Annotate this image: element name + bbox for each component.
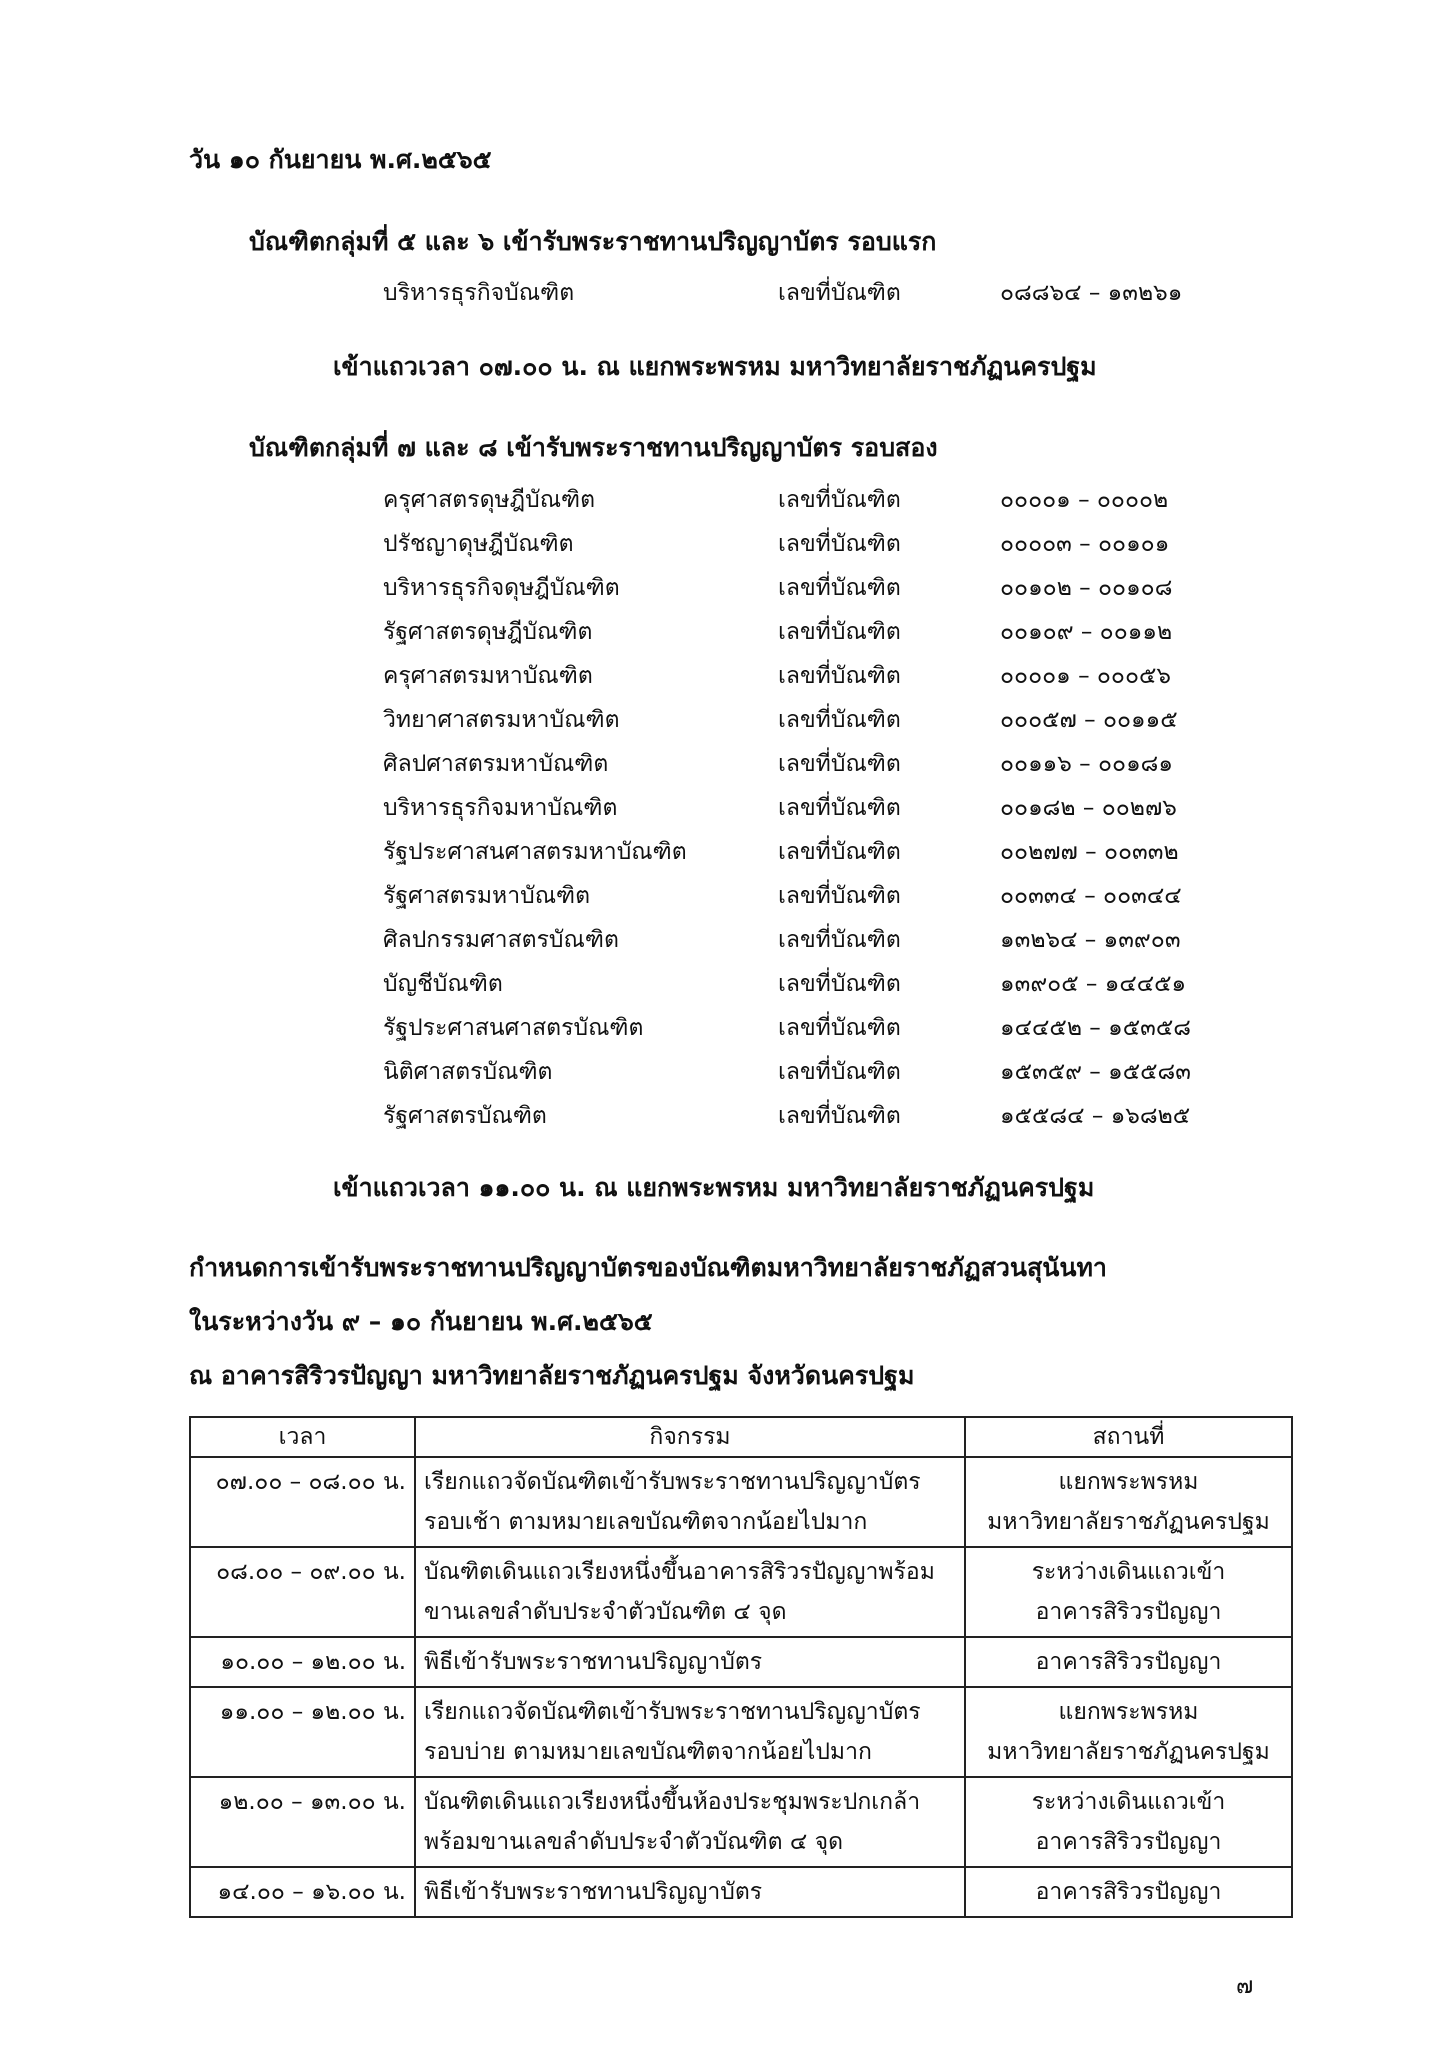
place-cell (965, 1687, 1292, 1777)
list-item (0, 658, 1448, 698)
activity-cell (415, 1777, 965, 1867)
activity-cell (415, 1637, 965, 1687)
table-row (190, 1457, 1292, 1547)
table-header-row (190, 1417, 1292, 1457)
place-line: อาคารสิริวรปัญญา (1035, 1879, 1222, 1905)
degree-name: รัฐศาสตรบัณฑิต (383, 1103, 547, 1129)
time-cell: ๑๒.๐๐ – ๑๓.๐๐ น. (190, 1777, 415, 1867)
list-item (0, 746, 1448, 786)
graduate-number-label: เลขที่บัณฑิต (778, 839, 901, 865)
place-cell (965, 1867, 1292, 1917)
place-line: อาคารสิริวรปัญญา (1035, 1649, 1222, 1675)
list-item (0, 834, 1448, 874)
round2-title: บัณฑิตกลุ่มที่ ๗ และ ๘ เข้ารับพระราชทานปริญญาบัตร รอบสอง (249, 433, 938, 462)
activity-line: พิธีเข้ารับพระราชทานปริญญาบัตร (424, 1879, 763, 1905)
schedule-table (189, 1416, 1293, 1918)
graduate-number-label: เลขที่บัณฑิต (778, 707, 901, 733)
activity-cell (415, 1457, 965, 1547)
graduate-number-range: ๐๐๑๐๒ – ๐๐๑๐๘ (1000, 575, 1173, 601)
schedule-date-range: ในระหว่างวัน ๙ – ๑๐ กันยายน พ.ศ.๒๕๖๕ (189, 1307, 653, 1336)
list-item (0, 790, 1448, 830)
graduate-number-range: ๑๔๔๕๒ – ๑๕๓๕๘ (1000, 1015, 1191, 1041)
graduate-number-range: ๐๐๐๐๑ – ๐๐๐๐๒ (1000, 487, 1169, 513)
activity-line: พิธีเข้ารับพระราชทานปริญญาบัตร (424, 1649, 763, 1675)
degree-name: วิทยาศาสตรมหาบัณฑิต (383, 707, 620, 733)
graduate-number-range: ๐๐๑๘๒ – ๐๐๒๗๖ (1000, 795, 1177, 821)
place-cell (965, 1777, 1292, 1867)
degree-name: ครุศาสตรดุษฎีบัณฑิต (383, 487, 596, 513)
graduate-number-label: เลขที่บัณฑิต (778, 883, 901, 909)
graduate-number-label: เลขที่บัณฑิต (778, 971, 901, 997)
place-line: ระหว่างเดินแถวเข้า (1031, 1559, 1226, 1585)
graduate-number-range: ๐๐๑๐๙ – ๐๐๑๑๒ (1000, 619, 1173, 645)
list-item (0, 1010, 1448, 1050)
time-cell: ๐๘.๐๐ – ๐๙.๐๐ น. (190, 1547, 415, 1637)
activity-line: รอบบ่าย ตามหมายเลขบัณฑิตจากน้อยไปมาก (424, 1739, 872, 1765)
list-item (0, 275, 1448, 315)
round1-queue-time: เข้าแถวเวลา ๐๗.๐๐ น. ณ แยกพระพรหม มหาวิทยาลัยราชภัฏนครปฐม (333, 352, 1097, 381)
degree-name: รัฐศาสตรดุษฎีบัณฑิต (383, 619, 593, 645)
degree-name: รัฐศาสตรมหาบัณฑิต (383, 883, 591, 909)
activity-line: บัณฑิตเดินแถวเรียงหนึ่งขึ้นอาคารสิริวรปัญญาพร้อม (424, 1559, 935, 1585)
column-header-place: สถานที่ (965, 1417, 1292, 1457)
graduate-number-range: ๐๐๐๕๗ – ๐๐๑๑๕ (1000, 707, 1178, 733)
list-item (0, 966, 1448, 1006)
degree-name: บริหารธุรกิจดุษฎีบัณฑิต (383, 575, 620, 601)
graduate-number-range: ๑๓๙๐๕ – ๑๔๔๕๑ (1000, 971, 1187, 997)
list-item (0, 570, 1448, 610)
graduate-number-label: เลขที่บัณฑิต (778, 487, 901, 513)
time-cell: ๐๗.๐๐ – ๐๘.๐๐ น. (190, 1457, 415, 1547)
graduate-number-label: เลขที่บัณฑิต (778, 575, 901, 601)
activity-cell (415, 1687, 965, 1777)
graduate-number-label: เลขที่บัณฑิต (778, 663, 901, 689)
column-header-activity: กิจกรรม (415, 1417, 965, 1457)
place-line: ระหว่างเดินแถวเข้า (1031, 1789, 1226, 1815)
activity-line: รอบเช้า ตามหมายเลขบัณฑิตจากน้อยไปมาก (424, 1509, 868, 1535)
graduate-number-label: เลขที่บัณฑิต (778, 1059, 901, 1085)
graduate-number-range: ๐๐๓๓๔ – ๐๐๓๔๔ (1000, 883, 1182, 909)
column-header-time: เวลา (190, 1417, 415, 1457)
place-line: มหาวิทยาลัยราชภัฏนครปฐม (987, 1739, 1270, 1765)
degree-name: บัญชีบัณฑิต (383, 971, 503, 997)
heading-date: วัน ๑๐ กันยายน พ.ศ.๒๕๖๕ (189, 145, 492, 174)
list-item (0, 482, 1448, 522)
graduate-number-range: ๐๐๐๐๑ – ๐๐๐๕๖ (1000, 663, 1171, 689)
schedule-title: กำหนดการเข้ารับพระราชทานปริญญาบัตรของบัณฑิตมหาวิทยาลัยราชภัฏสวนสุนันทา (189, 1253, 1107, 1282)
place-line: แยกพระพรหม (1058, 1469, 1199, 1495)
place-line: อาคารสิริวรปัญญา (1035, 1829, 1222, 1855)
activity-cell (415, 1867, 965, 1917)
time-cell: ๑๑.๐๐ – ๑๒.๐๐ น. (190, 1687, 415, 1777)
table-row (190, 1867, 1292, 1917)
graduate-number-range: ๐๐๒๗๗ – ๐๐๓๓๒ (1000, 839, 1179, 865)
place-cell (965, 1637, 1292, 1687)
list-item (0, 1054, 1448, 1094)
place-line: อาคารสิริวรปัญญา (1035, 1599, 1222, 1625)
activity-cell (415, 1547, 965, 1637)
list-item (0, 526, 1448, 566)
list-item (0, 1098, 1448, 1138)
degree-name: รัฐประศาสนศาสตรมหาบัณฑิต (383, 839, 687, 865)
table-row (190, 1547, 1292, 1637)
activity-line: ขานเลขลำดับประจำตัวบัณฑิต ๔ จุด (424, 1599, 787, 1625)
degree-name: ศิลปศาสตรมหาบัณฑิต (383, 751, 609, 777)
graduate-number-range: ๐๘๘๖๔ – ๑๓๒๖๑ (1000, 280, 1183, 306)
graduate-number-label: เลขที่บัณฑิต (778, 751, 901, 777)
graduate-number-label: เลขที่บัณฑิต (778, 280, 901, 306)
list-item (0, 922, 1448, 962)
graduate-number-label: เลขที่บัณฑิต (778, 1015, 901, 1041)
place-line: แยกพระพรหม (1058, 1699, 1199, 1725)
activity-line: เรียกแถวจัดบัณฑิตเข้ารับพระราชทานปริญญาบัตร (424, 1469, 921, 1495)
graduate-number-label: เลขที่บัณฑิต (778, 1103, 901, 1129)
page-number: ๗ (1236, 1973, 1254, 1999)
graduate-number-label: เลขที่บัณฑิต (778, 927, 901, 953)
graduate-number-range: ๐๐๑๑๖ – ๐๐๑๘๑ (1000, 751, 1174, 777)
degree-name: บริหารธุรกิจบัณฑิต (383, 280, 575, 306)
degree-name: รัฐประศาสนศาสตรบัณฑิต (383, 1015, 644, 1041)
degree-name: บริหารธุรกิจมหาบัณฑิต (383, 795, 618, 821)
round1-title: บัณฑิตกลุ่มที่ ๕ และ ๖ เข้ารับพระราชทานปริญญาบัตร รอบแรก (249, 227, 937, 256)
degree-name: ครุศาสตรมหาบัณฑิต (383, 663, 593, 689)
place-cell (965, 1547, 1292, 1637)
place-line: มหาวิทยาลัยราชภัฏนครปฐม (987, 1509, 1270, 1535)
graduate-number-label: เลขที่บัณฑิต (778, 619, 901, 645)
time-cell: ๑๔.๐๐ – ๑๖.๐๐ น. (190, 1867, 415, 1917)
degree-name: นิติศาสตรบัณฑิต (383, 1059, 553, 1085)
table-row (190, 1777, 1292, 1867)
degree-name: ศิลปกรรมศาสตรบัณฑิต (383, 927, 619, 953)
table-row (190, 1637, 1292, 1687)
list-item (0, 702, 1448, 742)
round2-queue-time: เข้าแถวเวลา ๑๑.๐๐ น. ณ แยกพระพรหม มหาวิทยาลัยราชภัฏนครปฐม (333, 1173, 1095, 1202)
activity-line: เรียกแถวจัดบัณฑิตเข้ารับพระราชทานปริญญาบัตร (424, 1699, 921, 1725)
degree-name: ปรัชญาดุษฎีบัณฑิต (383, 531, 574, 557)
table-row (190, 1687, 1292, 1777)
graduate-number-label: เลขที่บัณฑิต (778, 531, 901, 557)
list-item (0, 614, 1448, 654)
time-cell: ๑๐.๐๐ – ๑๒.๐๐ น. (190, 1637, 415, 1687)
place-cell (965, 1457, 1292, 1547)
list-item (0, 878, 1448, 918)
activity-line: บัณฑิตเดินแถวเรียงหนึ่งขึ้นห้องประชุมพระปกเกล้า (424, 1789, 921, 1815)
graduate-number-label: เลขที่บัณฑิต (778, 795, 901, 821)
activity-line: พร้อมขานเลขลำดับประจำตัวบัณฑิต ๔ จุด (424, 1829, 844, 1855)
graduate-number-range: ๐๐๐๐๓ – ๐๐๑๐๑ (1000, 531, 1170, 557)
schedule-venue: ณ อาคารสิริวรปัญญา มหาวิทยาลัยราชภัฏนครปฐม จังหวัดนครปฐม (189, 1361, 915, 1390)
graduate-number-range: ๑๕๕๘๔ – ๑๖๘๒๕ (1000, 1103, 1191, 1129)
graduate-number-range: ๑๓๒๖๔ – ๑๓๙๐๓ (1000, 927, 1181, 953)
graduate-number-range: ๑๕๓๕๙ – ๑๕๕๘๓ (1000, 1059, 1191, 1085)
